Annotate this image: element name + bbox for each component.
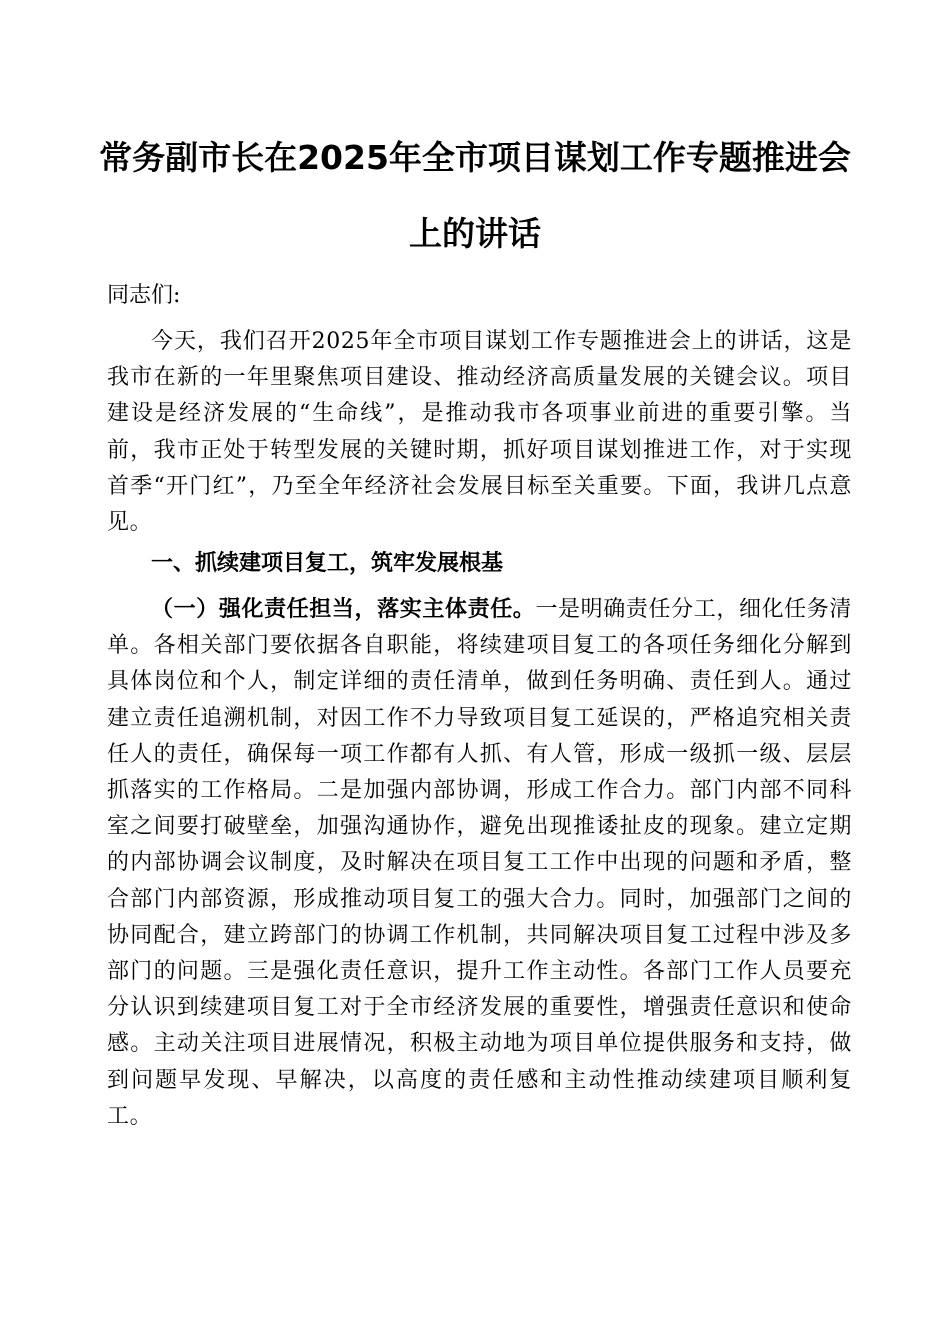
subsection-paragraph xyxy=(107,592,852,1135)
salutation: 同志们: xyxy=(107,283,181,308)
section-heading: 一、抓续建项目复工，筑牢发展根基 xyxy=(151,551,504,576)
document-title: 常务副市长在2025年全市项目谋划工作专题推进会上的讲话 xyxy=(99,138,851,253)
intro-paragraph: 今天，我们召开2025年全市项目谋划工作专题推进会上的讲话，这是我市在新的一年里聚焦项目建设、推动经济高质量发展的关键会议。项目建设是经济发展的“生命线”，是推动我市各项事业前进的重要引擎。当前，我市正处于转型发展的关键时期，抓好项目谋划推进工作，对于实现首季“开门红”，乃至全年经济社会发展目标至关重要。下面，我讲几点意见。 xyxy=(107,329,852,536)
subsection-body: 一是明确责任分工，细化任务清单。各相关部门要依据各自职能，将续建项目复工的各项任务细化分解到具体岗位和个人，制定详细的责任清单，做到任务明确、责任到人。通过建立责任追溯机制，对因工作不力导致项目复工延误的，严格追究相关责任人的责任，确保每一项工作都有人抓、有人管，形成一级抓一级、层层抓落实的工作格局。二是加强内部协调，形成工作合力。部门内部不同科室之间要打破壁垒，加强沟通协作，避免出现推诿扯皮的现象。建立定期的内部协调会议制度，及时解决在项目复工工作中出现的问题和矛盾，整合部门内部资源，形成推动项目复工的强大合力。同时，加强部门之间的协同配合，建立跨部门的协调工作机制，共同解决项目复工过程中涉及多部门的问题。三是强化责任意识，提升工作主动性。各部门工作人员要充分认识到续建项目复工对于全市经济发展的重要性，增强责任意识和使命感。主动关注项目进展情况，积极主动地为项目单位提供服务和支持，做到问题早发现、早解决，以高度的责任感和主动性推动续建项目顺利复工。 xyxy=(107,597,853,1129)
subsection-lead: （一）强化责任担当，落实主体责任。 xyxy=(151,597,536,622)
